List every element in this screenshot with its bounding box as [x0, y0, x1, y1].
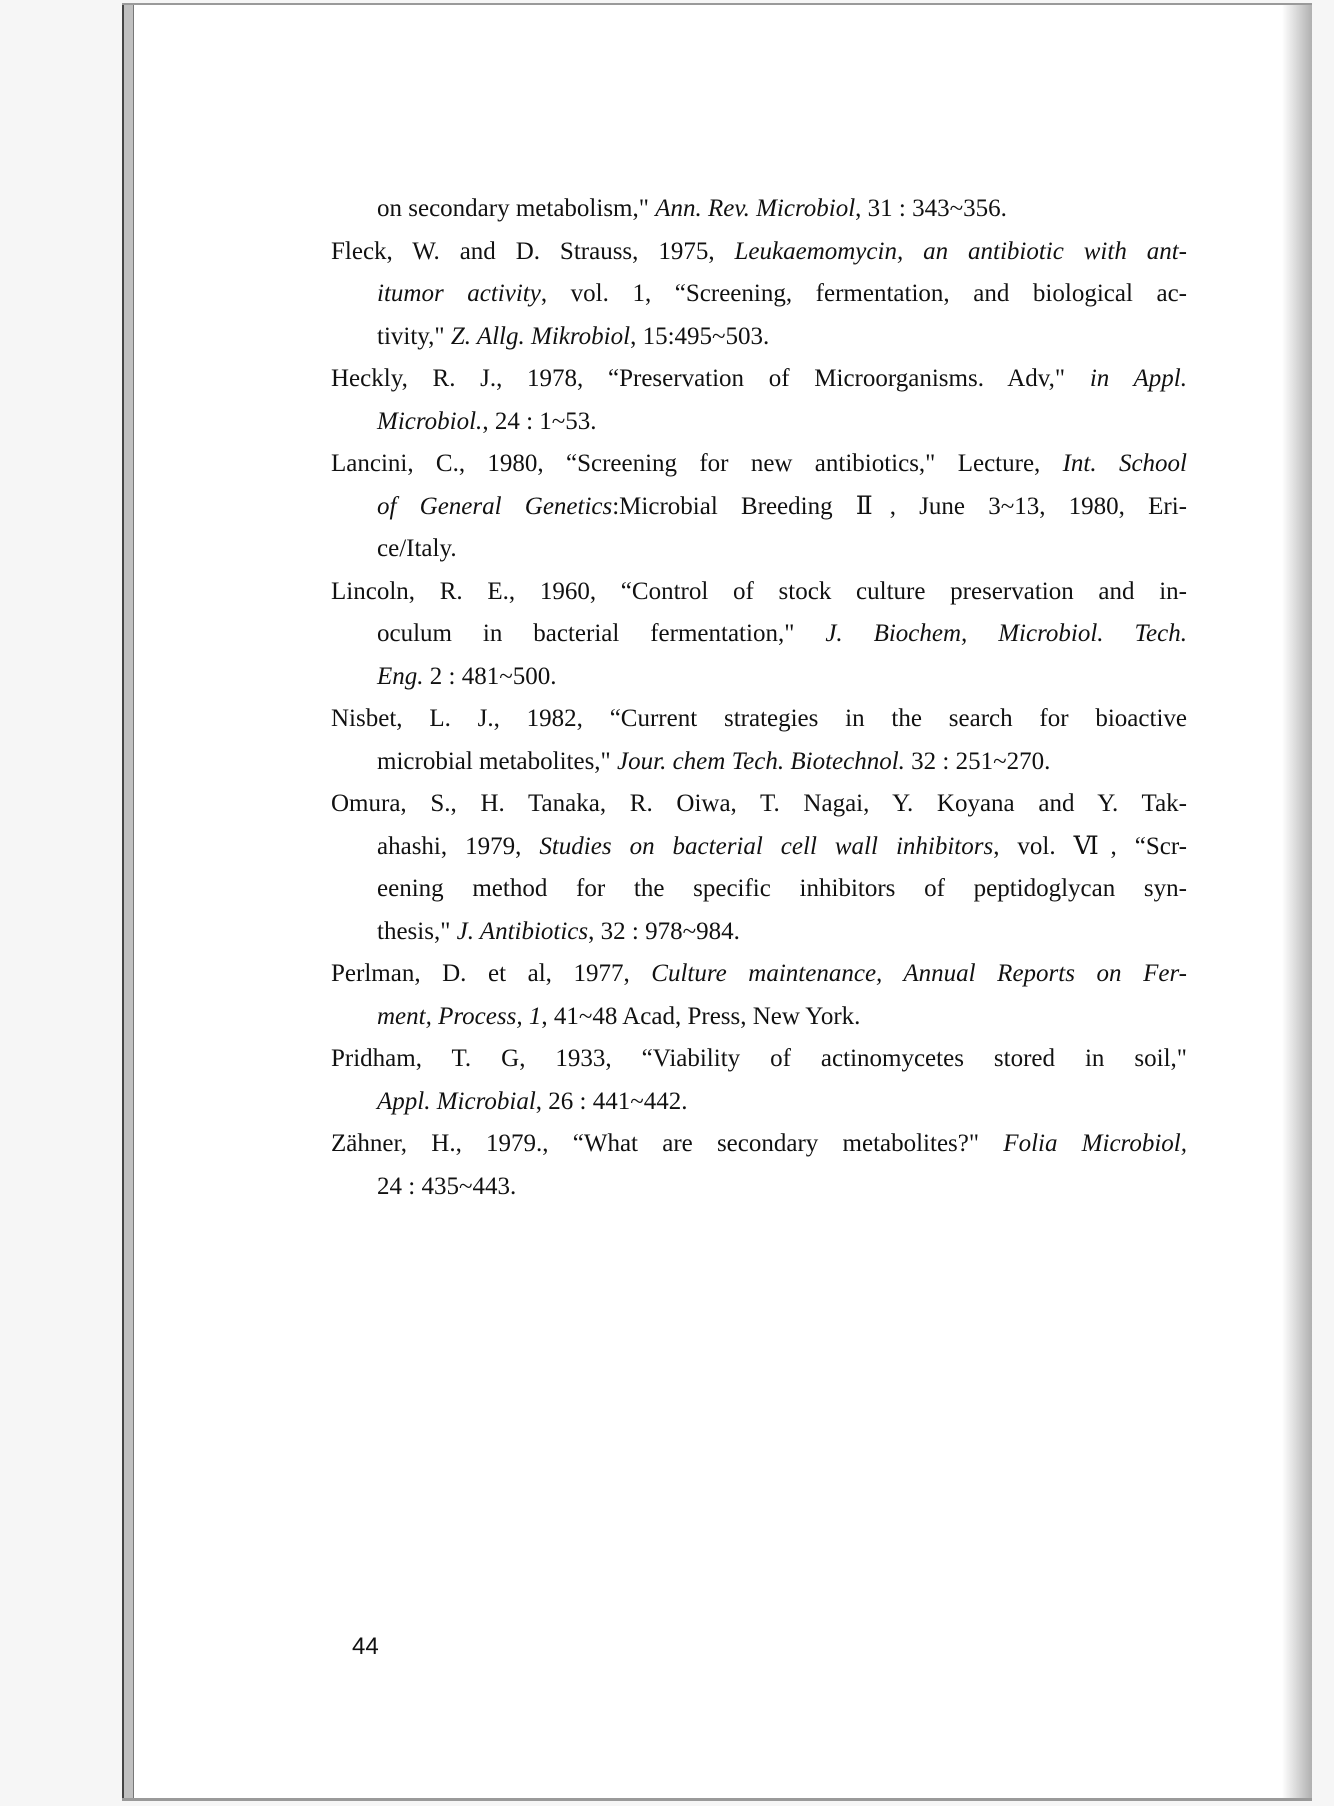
text: eening method for the specific inhibitors of peptidoglycan syn-	[377, 875, 1187, 902]
italic-text: Int. School	[1062, 450, 1187, 477]
reference-line	[377, 996, 1187, 1039]
text: Lincoln, R. E., 1960, “Control of stock culture preservation and in-	[331, 577, 1187, 605]
reference-line	[377, 273, 1187, 316]
reference-line	[377, 401, 1187, 444]
text: , 24 : 1~53.	[482, 407, 597, 435]
reference-entry	[331, 783, 1187, 953]
reference-line	[377, 528, 1187, 571]
italic-text: Eng.	[377, 662, 424, 690]
text: , vol. Ⅵ, “Scr-	[993, 832, 1187, 860]
reference-line	[331, 1038, 1187, 1081]
italic-text: J. Antibiotics	[456, 917, 589, 945]
text: thesis,"	[377, 917, 457, 945]
reference-entry	[331, 358, 1187, 443]
reference-line	[377, 316, 1187, 359]
italic-text: Z. Allg. Mikrobiol	[450, 322, 631, 350]
reference-entry	[331, 188, 1187, 231]
italic-text: ment, Process, 1	[377, 1002, 542, 1030]
text: Perlman, D. et al, 1977,	[331, 960, 652, 987]
italic-text: Folia Microbiol,	[1003, 1130, 1187, 1157]
text: , 26 : 441~442.	[535, 1087, 688, 1115]
text: oculum in bacterial fermentation,"	[377, 620, 826, 647]
page-spine	[122, 5, 134, 1798]
reference-line	[331, 1123, 1187, 1166]
reference-line	[331, 443, 1187, 486]
italic-text: J. Biochem, Microbiol. Tech.	[825, 620, 1187, 647]
italic-text: Ann. Rev. Microbiol	[655, 195, 856, 222]
text: Nisbet, L. J., 1982, “Current strategies in the search for bioactive	[331, 705, 1187, 732]
text: Heckly, R. J., 1978, “Preservation of Microorganisms. Adv,"	[331, 365, 1090, 392]
page-number: 44	[352, 1633, 379, 1660]
reference-line	[377, 826, 1187, 869]
text: ahashi, 1979,	[377, 832, 540, 860]
reference-list	[331, 188, 1187, 1208]
reference-line	[377, 911, 1187, 954]
reference-entry	[331, 1038, 1187, 1123]
text: , 15:495~503.	[630, 322, 770, 350]
document-page	[122, 3, 1312, 1801]
reference-line	[377, 741, 1187, 784]
reference-entry	[331, 1123, 1187, 1208]
text: Pridham, T. G, 1933, “Viability of actinomycetes stored in soil,"	[331, 1045, 1187, 1072]
reference-line	[377, 486, 1187, 529]
reference-line	[377, 868, 1187, 911]
text: Omura, S., H. Tanaka, R. Oiwa, T. Nagai, Y. Koyana and Y. Tak-	[331, 790, 1187, 817]
reference-entry	[331, 443, 1187, 571]
text: Lancini, C., 1980, “Screening for new antibiotics," Lecture,	[331, 450, 1063, 477]
italic-text: Leukaemomycin, an antibiotic with ant-	[734, 237, 1187, 265]
italic-text: Microbiol.	[377, 407, 483, 435]
reference-line	[331, 231, 1187, 274]
text: , vol. 1, “Screening, fermentation, and biological ac-	[540, 280, 1187, 307]
reference-line	[331, 783, 1187, 826]
text: on secondary metabolism,"	[377, 195, 656, 222]
reference-entry	[331, 571, 1187, 699]
reference-line	[331, 953, 1187, 996]
text: ce/Italy.	[377, 535, 457, 562]
text: Fleck, W. and D. Strauss, 1975,	[331, 237, 735, 265]
italic-text: in Appl.	[1089, 365, 1187, 392]
italic-text: of General Genetics	[377, 492, 613, 520]
italic-text: Culture maintenance, Annual Reports on Fer-	[651, 960, 1188, 987]
reference-line	[377, 1081, 1187, 1124]
text: microbial metabolites,"	[377, 747, 618, 775]
reference-line	[377, 188, 1187, 231]
text: Zähner, H., 1979., “What are secondary metabolites?"	[331, 1130, 1004, 1157]
italic-text: Studies on bacterial cell wall inhibitors	[539, 832, 994, 860]
italic-text: Jour. chem Tech. Biotechnol.	[617, 747, 905, 775]
text: :Microbial Breeding Ⅱ, June 3~13, 1980, Eri-	[612, 492, 1187, 520]
reference-entry	[331, 231, 1187, 359]
page-edge-shadow	[1282, 5, 1312, 1798]
reference-line	[331, 698, 1187, 741]
text: , 31 : 343~356.	[855, 195, 1007, 222]
text: , 41~48 Acad, Press, New York.	[541, 1002, 861, 1030]
text: 32 : 251~270.	[904, 747, 1051, 775]
text: tivity,"	[377, 322, 451, 350]
reference-line	[377, 656, 1187, 699]
reference-line	[331, 358, 1187, 401]
reference-line	[331, 571, 1187, 614]
text: 2 : 481~500.	[423, 662, 557, 690]
reference-entry	[331, 953, 1187, 1038]
italic-text: itumor activity	[377, 280, 541, 307]
reference-line	[377, 613, 1187, 656]
text: , 32 : 978~984.	[588, 917, 740, 945]
text: 24 : 435~443.	[377, 1172, 517, 1200]
reference-entry	[331, 698, 1187, 783]
italic-text: Appl. Microbial	[377, 1087, 536, 1115]
reference-line	[377, 1166, 1187, 1209]
